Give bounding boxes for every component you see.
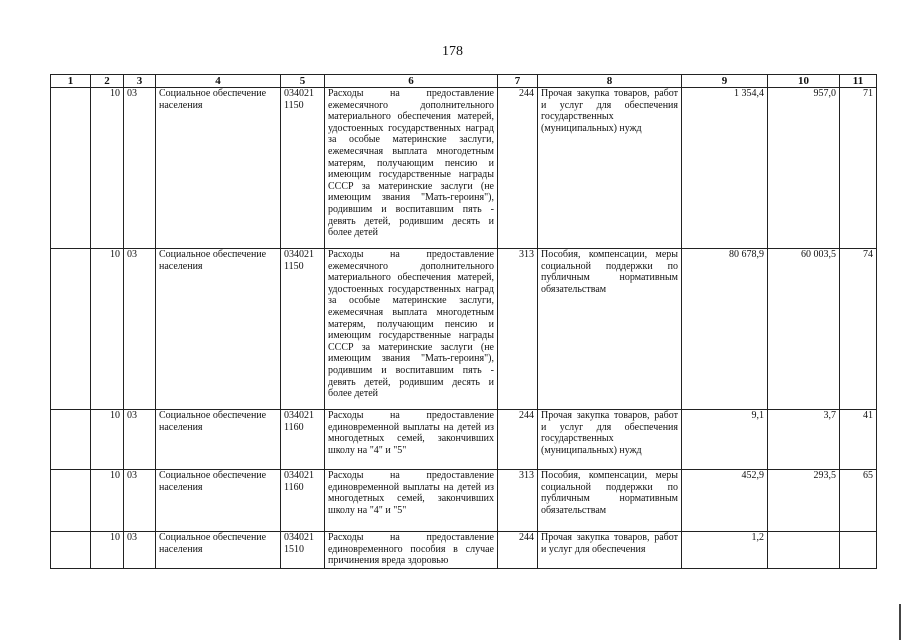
col-header-7: 7 bbox=[498, 75, 538, 88]
cell-target-code: 034021 1160 bbox=[281, 410, 325, 470]
col-header-3: 3 bbox=[124, 75, 156, 88]
cell-section: 10 bbox=[91, 249, 124, 410]
cell-section-name: Социальное обеспечение населения bbox=[156, 249, 281, 410]
cell-section-name: Социальное обеспечение населения bbox=[156, 88, 281, 249]
cell-section-name: Социальное обеспечение населения bbox=[156, 410, 281, 470]
cell-expense-type: 313 bbox=[498, 249, 538, 410]
cell-target-code: 034021 1150 bbox=[281, 249, 325, 410]
cell-value-10: 60 003,5 bbox=[768, 249, 840, 410]
cell-target-code: 034021 1150 bbox=[281, 88, 325, 249]
cell-expense-type: 244 bbox=[498, 410, 538, 470]
cell-value-10: 293,5 bbox=[768, 470, 840, 532]
cell-col1 bbox=[51, 470, 91, 532]
cell-subsection: 03 bbox=[124, 249, 156, 410]
cell-col1 bbox=[51, 249, 91, 410]
col-header-9: 9 bbox=[682, 75, 768, 88]
cell-value-9: 9,1 bbox=[682, 410, 768, 470]
table-row bbox=[51, 88, 877, 249]
cell-value-11: 41 bbox=[840, 410, 877, 470]
cell-value-10: 957,0 bbox=[768, 88, 840, 249]
cell-value-10: 3,7 bbox=[768, 410, 840, 470]
cell-expense-name: Пособия, компенсации, меры социальной поддержки по публичным нормативным обязательствам bbox=[538, 249, 682, 410]
cell-expense-name: Пособия, компенсации, меры социальной поддержки по публичным нормативным обязательствам bbox=[538, 470, 682, 532]
cell-value-9: 80 678,9 bbox=[682, 249, 768, 410]
cell-expense-type: 244 bbox=[498, 532, 538, 569]
col-header-2: 2 bbox=[91, 75, 124, 88]
col-header-5: 5 bbox=[281, 75, 325, 88]
table-row bbox=[51, 532, 877, 569]
cell-value-11: 65 bbox=[840, 470, 877, 532]
page-number: 178 bbox=[442, 44, 463, 59]
cell-section: 10 bbox=[91, 88, 124, 249]
cell-section: 10 bbox=[91, 470, 124, 532]
cell-subsection: 03 bbox=[124, 470, 156, 532]
cell-description: Расходы на предоставление ежемесячного дополнительного материального обеспечения матерей, удостоенных государственных наград за особые материнские заслуги, ежемесячная выплата многодетным матерям, получающим пенсию и имеющим государственные награды СССР за материнские заслуги (не имеющим звания "Мать-героиня"), родившим и воспитавшим пять - девять детей, родившим десять и более детей bbox=[325, 88, 498, 249]
cell-expense-type: 313 bbox=[498, 470, 538, 532]
cell-value-11: 74 bbox=[840, 249, 877, 410]
cell-expense-type: 244 bbox=[498, 88, 538, 249]
cell-target-code: 034021 1160 bbox=[281, 470, 325, 532]
table-row bbox=[51, 410, 877, 470]
cell-section-name: Социальное обеспечение населения bbox=[156, 470, 281, 532]
col-header-11: 11 bbox=[840, 75, 877, 88]
cell-col1 bbox=[51, 88, 91, 249]
cell-value-10 bbox=[768, 532, 840, 569]
cell-value-11 bbox=[840, 532, 877, 569]
cell-section: 10 bbox=[91, 410, 124, 470]
cell-value-11: 71 bbox=[840, 88, 877, 249]
cell-section-name: Социальное обеспечение населения bbox=[156, 532, 281, 569]
budget-table bbox=[50, 74, 877, 569]
cell-section: 10 bbox=[91, 532, 124, 569]
cell-value-9: 1,2 bbox=[682, 532, 768, 569]
cell-value-9: 452,9 bbox=[682, 470, 768, 532]
cell-description: Расходы на предоставление единовременного пособия в случае причинения вреда здоровью bbox=[325, 532, 498, 569]
cell-expense-name: Прочая закупка товаров, работ и услуг для обеспечения bbox=[538, 532, 682, 569]
cell-description: Расходы на предоставление единовременной выплаты на детей из многодетных семей, закончивших школу на "4" и "5" bbox=[325, 470, 498, 532]
cell-subsection: 03 bbox=[124, 88, 156, 249]
col-header-10: 10 bbox=[768, 75, 840, 88]
page-edge-mark bbox=[899, 604, 901, 640]
cell-subsection: 03 bbox=[124, 410, 156, 470]
cell-col1 bbox=[51, 410, 91, 470]
table-row bbox=[51, 249, 877, 410]
table-row bbox=[51, 470, 877, 532]
cell-description: Расходы на предоставление единовременной выплаты на детей из многодетных семей, закончивших школу на "4" и "5" bbox=[325, 410, 498, 470]
cell-value-9: 1 354,4 bbox=[682, 88, 768, 249]
cell-expense-name: Прочая закупка товаров, работ и услуг для обеспечения государственных (муниципальных) нужд bbox=[538, 88, 682, 249]
header-row bbox=[51, 75, 877, 88]
col-header-1: 1 bbox=[51, 75, 91, 88]
cell-target-code: 034021 1510 bbox=[281, 532, 325, 569]
col-header-6: 6 bbox=[325, 75, 498, 88]
col-header-4: 4 bbox=[156, 75, 281, 88]
col-header-8: 8 bbox=[538, 75, 682, 88]
cell-description: Расходы на предоставление ежемесячного дополнительного материального обеспечения матерей, удостоенных государственных наград за особые материнские заслуги, ежемесячная выплата многодетным матерям, получающим пенсию и имеющим государственные награды СССР за материнские заслуги (не имеющим звания "Мать-героиня"), родившим и воспитавшим пять - девять детей, родившим десять и более детей bbox=[325, 249, 498, 410]
cell-col1 bbox=[51, 532, 91, 569]
cell-expense-name: Прочая закупка товаров, работ и услуг для обеспечения государственных (муниципальных) нужд bbox=[538, 410, 682, 470]
cell-subsection: 03 bbox=[124, 532, 156, 569]
